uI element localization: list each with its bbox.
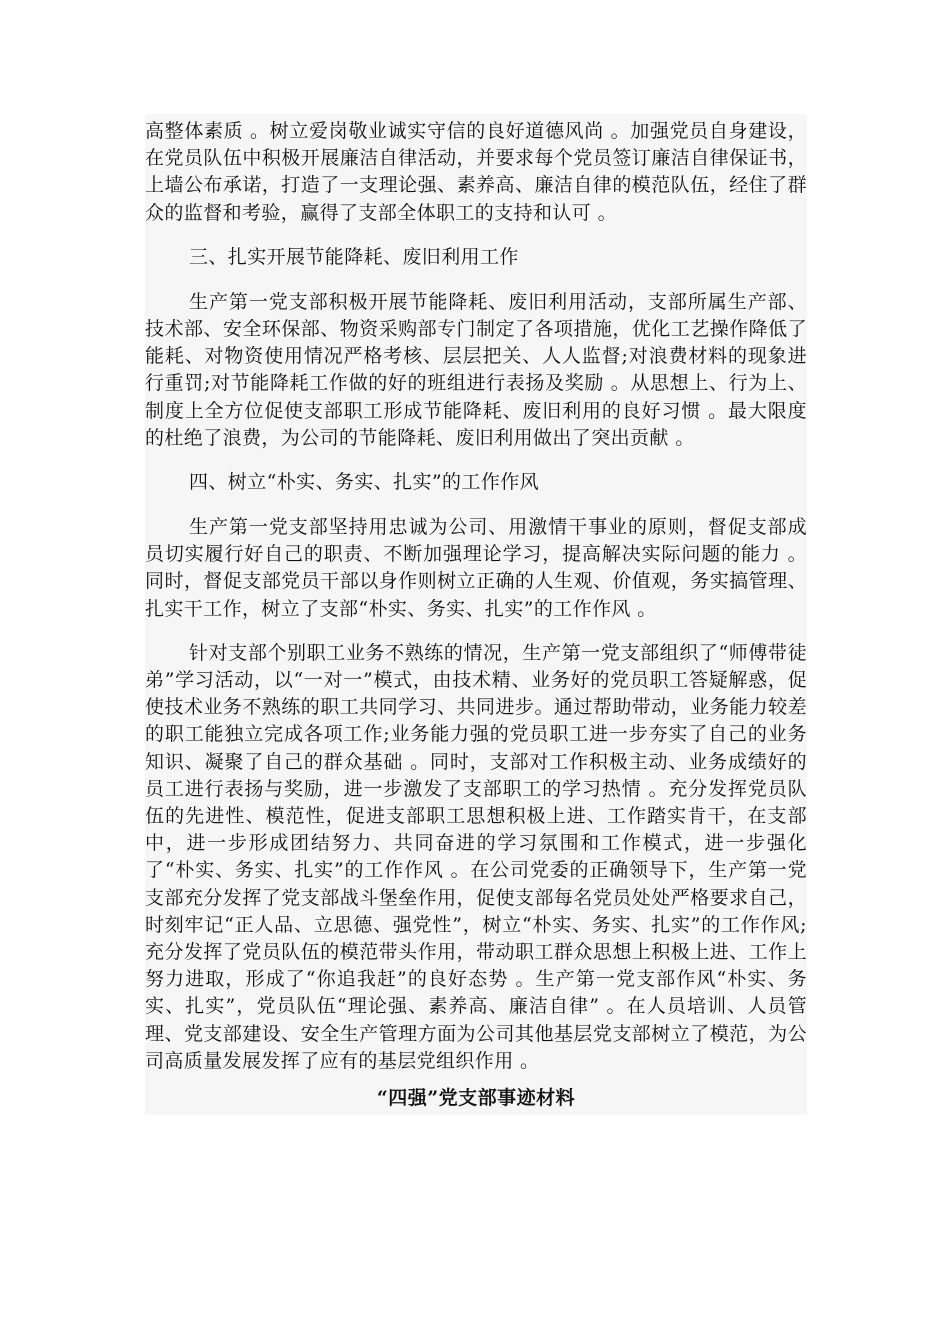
- document-title: “四强”党支部事迹材料: [376, 1087, 576, 1110]
- section-heading-4: 四、树立“朴实、务实、扎实”的工作作风: [189, 471, 540, 494]
- document-body: [145, 114, 807, 1115]
- paragraph-1: 高整体素质 。树立爱岗敬业诚实守信的良好道德风尚 。加强党员自身建设，在党员队伍中积极开展廉洁自律活动，并要求每个党员签订廉洁自律保证书，上墙公布承诺，打造了一支理论强、素养高、廉洁自律的模范队伍，经住了群众的监督和考验，赢得了支部全体职工的支持和认可 。: [145, 120, 807, 224]
- paragraph-2: 生产第一党支部积极开展节能降耗、废旧利用活动，支部所属生产部、技术部、安全环保部、物资采购部专门制定了各项措施，优化工艺操作降低了能耗、对物资使用情况严格考核、层层把关、人人监督;对浪费材料的现象进行重罚;对节能降耗工作做的好的班组进行表扬及奖励 。从思想上、行为上、制度上全方位促使支部职工形成节能降耗、废旧利用的良好习惯 。最大限度的杜绝了浪费，为公司的节能降耗、废旧利用做出了突出贡献 。: [145, 290, 807, 449]
- paragraph-4: 针对支部个别职工业务不熟练的情况，生产第一党支部组织了“师傅带徒弟”学习活动，以“一对一”模式，由技术精、业务好的党员职工答疑解惑，促使技术业务不熟练的职工共同学习、共同进步。通过帮助带动，业务能力较差的职工能独立完成各项工作;业务能力强的党员职工进一步夯实了自己的业务知识、凝聚了自己的群众基础 。同时，支部对工作积极主动、业务成绩好的员工进行表扬与奖励，进一步激发了支部职工的学习热情 。充分发挥党员队伍的先进性、模范性，促进支部职工思想积极上进、工作踏实肯干，在支部中，进一步形成团结努力、共同奋进的学习氛围和工作模式，进一步强化了“朴实、务实、扎实”的工作作风 。在公司党委的正确领导下，生产第一党支部充分发挥了党支部战斗堡垒作用，促使支部每名党员处处严格要求自己，时刻牢记“正人品、立思德、强党性”，树立“朴实、务实、扎实”的工作作风;充分发挥了党员队伍的模范带头作用，带动职工群众思想上积极上进、工作上努力进取，形成了“你追我赶”的良好态势 。生产第一党支部作风“朴实、务实、扎实”，党员队伍“理论强、素养高、廉洁自律” 。在人员培训、人员管理、党支部建设、安全生产管理方面为公司其他基层党支部树立了模范，为公司高质量发展发挥了应有的基层党组织作用 。: [145, 641, 807, 1072]
- section-heading-3: 三、扎实开展节能降耗、废旧利用工作: [189, 245, 519, 268]
- paragraph-3: 生产第一党支部坚持用忠诚为公司、用激情干事业的原则，督促支部成员切实履行好自己的职责、不断加强理论学习，提高解决实际问题的能力 。同时，督促支部党员干部以身作则树立正确的人生观、价值观，务实搞管理、扎实干工作，树立了支部“朴实、务实、扎实”的工作作风 。: [145, 516, 807, 620]
